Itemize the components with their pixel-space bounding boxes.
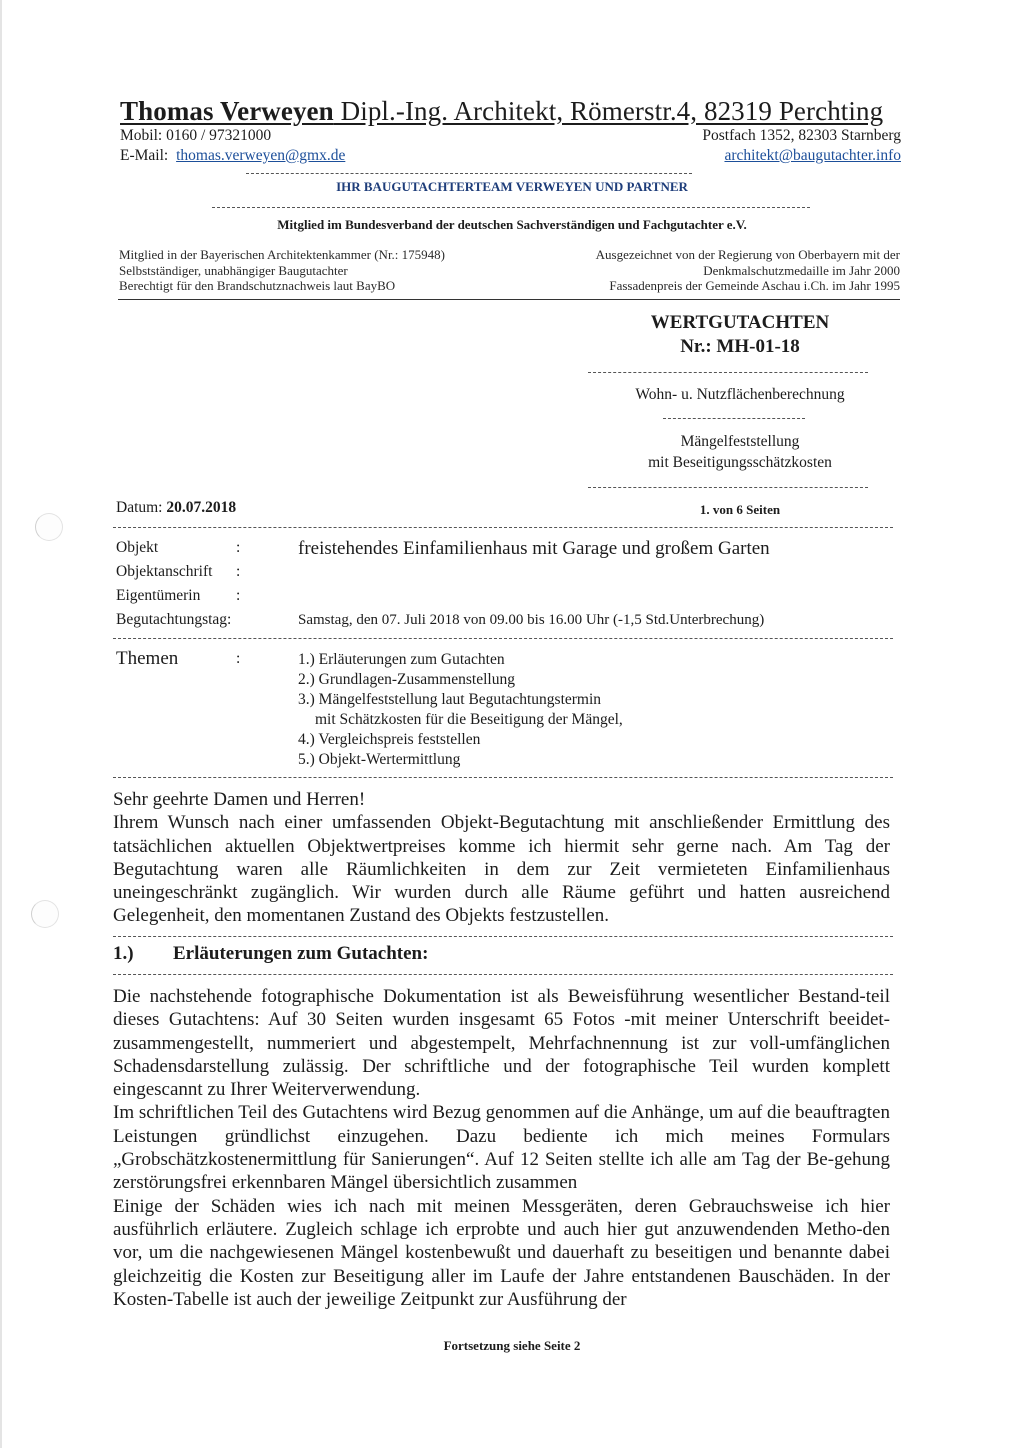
punch-hole (35, 513, 63, 541)
field-label-objekt: Objekt (116, 539, 159, 556)
report-subtitle: Mängelfeststellung (680, 433, 800, 450)
field-label-begutachtungstag: Begutachtungstag: (116, 611, 232, 628)
field-value-begutachtungstag: Samstag, den 07. Juli 2018 von 09.00 bis 16.00 Uhr (-1,5 Std.Unterbrechung) (298, 612, 765, 628)
report-number: Nr.: MH-01-18 (680, 336, 800, 357)
field-colon: : (236, 539, 241, 556)
team-name: IHR BAUGUTACHTERTEAM VERWEYEN UND PARTNER (336, 179, 688, 194)
topic-item: 3.) Mängelfeststellung laut Begutachtungstermin (298, 691, 602, 708)
divider (113, 527, 893, 528)
award-line: Denkmalschutzmedaille im Jahr 2000 (703, 262, 900, 278)
report-subtitle: Wohn- u. Nutzflächenberechnung (635, 386, 845, 403)
author-name: Thomas Verweyen (120, 96, 334, 126)
membership-line: Mitglied im Bundesverband der deutschen Sachverständigen und Fachgutachter e.V. (277, 217, 747, 232)
divider (212, 207, 810, 208)
section-title: Erläuterungen zum Gutachten: (173, 943, 429, 964)
field-colon: : (236, 587, 241, 604)
divider (113, 974, 893, 975)
divider (588, 372, 868, 373)
field-value-objekt: freistehendes Einfamilienhaus mit Garage und großem Garten (298, 538, 770, 559)
body-paragraph: Einige der Schäden wies ich nach mit meinen Messgeräten, deren Gebrauchsweise ich hier ausführlich erläutere. Zugleich schlage ich erprobte und auch hier gut anzuwendenden Metho-den vor, um die nachgewiesenen Mängel kostenbewußt und dauerhaft zu beseitigen und benannte dabei gleichzeitig die Kosten zur Beseitigung aller im Laufe der Jahre entstandenen Bauschäden. In der Kosten-Tabelle ist auch der jeweilige Zeitpunkt zur Ausführung der (113, 1195, 890, 1310)
report-subtitle: mit Beseitigungsschätzkosten (648, 454, 832, 471)
divider (663, 418, 805, 419)
continuation-note: Fortsetzung siehe Seite 2 (443, 1338, 581, 1353)
email-label: E-Mail: (120, 147, 169, 164)
credential-line: Selbstständiger, unabhängiger Baugutachter (119, 262, 348, 278)
section-number: 1.) (113, 943, 134, 964)
credentials-right (596, 247, 900, 294)
field-label-objektanschrift: Objektanschrift (116, 563, 213, 580)
divider (113, 777, 893, 778)
field-label-eigentuemerin: Eigentümerin (116, 587, 201, 604)
intro-section (113, 788, 890, 928)
section-body (113, 985, 890, 1311)
author-title-address: Dipl.-Ing. Architekt, Römerstr.4, 82319 Perchting (333, 96, 884, 126)
email-link[interactable]: thomas.verweyen@gmx.de (176, 147, 346, 164)
topic-item-continuation: mit Schätzkosten für die Beseitigung der Mängel, (315, 711, 623, 728)
header-rule (118, 299, 900, 300)
divider (113, 936, 893, 937)
page-count: 1. von 6 Seiten (699, 502, 781, 517)
body-paragraph: Im schriftlichen Teil des Gutachtens wird Bezug genommen auf die Anhänge, um auf die beauftragten Leistungen gründlichst einzugehen. Dazu bediente ich mich meines Formulars „Grobschätzkostenermittlung für Sanierungen“. Auf 12 Seiten stellte ich alle am Tag der Be-gehung zerstörungsfrei erkennbaren Mängel übersichtlich zusammen (113, 1102, 890, 1194)
report-title: WERTGUTACHTEN (650, 312, 830, 333)
topic-item: 2.) Grundlagen-Zusammenstellung (298, 671, 515, 688)
field-colon: : (236, 563, 241, 580)
divider (588, 487, 868, 488)
date-label: Datum: (116, 499, 167, 516)
award-line: Fassadenpreis der Gemeinde Aschau i.Ch. im Jahr 1995 (609, 278, 900, 293)
topic-item: 4.) Vergleichspreis feststellen (298, 731, 481, 748)
email-link-secondary[interactable]: architekt@baugutachter.info (724, 147, 901, 164)
divider (246, 173, 692, 174)
themen-label: Themen (116, 648, 179, 669)
date-field (116, 499, 236, 517)
topic-item: 5.) Objekt-Wertermittlung (298, 751, 461, 768)
credential-line: Berechtigt für den Brandschutznachweis laut BayBO (119, 278, 396, 293)
letterhead-title (120, 96, 883, 127)
date-value: 20.07.2018 (166, 499, 237, 516)
award-line: Ausgezeichnet von der Regierung von Oberbayern mit der (595, 247, 900, 262)
divider (113, 638, 893, 639)
punch-hole (31, 900, 59, 928)
credential-line: Mitglied in der Bayerischen Architektenkammer (Nr.: 175948) (119, 247, 445, 262)
topic-item: 1.) Erläuterungen zum Gutachten (298, 651, 505, 668)
salutation: Sehr geehrte Damen und Herren! (113, 789, 366, 810)
email-row (120, 147, 345, 165)
field-colon: : (236, 650, 241, 667)
postfach-address: Postfach 1352, 82303 Starnberg (702, 127, 901, 144)
mobile-number: Mobil: 0160 / 97321000 (120, 127, 272, 144)
credentials-left (119, 247, 445, 294)
intro-paragraph: Ihrem Wunsch nach einer umfassenden Objekt-Begutachtung mit anschließender Ermittlung des tatsächlichen aktuellen Objektwertpreises komme ich hiermit sehr gerne nach. Am Tag der Begutachtung waren alle Räumlichkeiten in dem zur Zeit vermieteten Einfamilienhaus uneingeschränkt zugänglich. Wir wurden durch alle Räume geführt und hatten ausreichend Gelegenheit, den momentanen Zustand des Objekts festzustellen. (113, 812, 890, 927)
topics-list (298, 650, 858, 770)
body-paragraph: Die nachstehende fotographische Dokumentation ist als Beweisführung wesentlicher Bestand-teil dieses Gutachtens: Auf 30 Seiten wurden insgesamt 65 Fotos -mit meiner Unterschrift beeidet- zusammengestellt, nummeriert und abgestempelt, Mehrfachnennung ist zur voll-umfänglichen Schadensdarstellung zulässig. Der schriftliche und der fotographische Teil wurden komplett eingescannt zu Ihrer Weiterverwendung. (113, 986, 890, 1101)
